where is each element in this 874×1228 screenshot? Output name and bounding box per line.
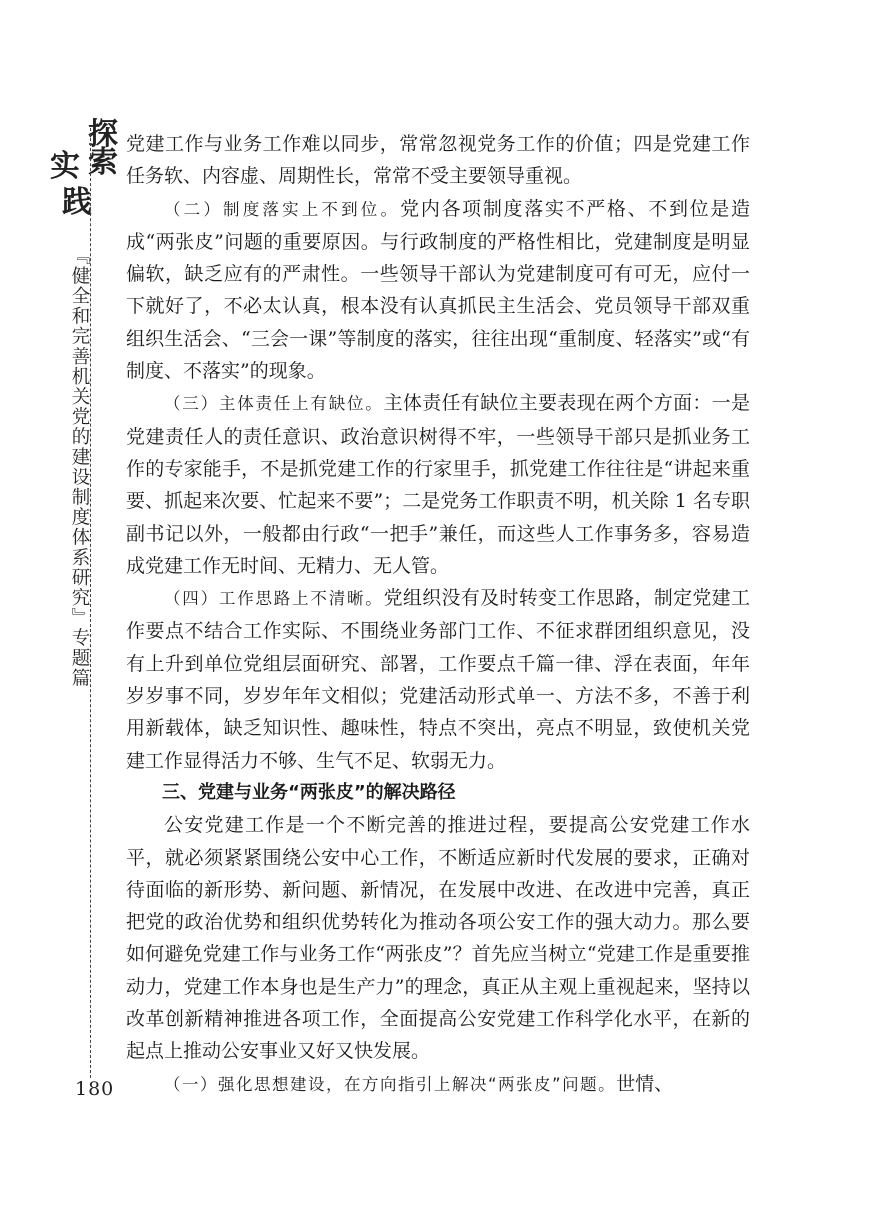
logo-calligraphy xyxy=(50,117,120,230)
paragraph-body: 世情、 xyxy=(616,1072,674,1095)
paragraph-body: 党组织没有及时转变工作思路，制定党建工作要点不结合工作实际、不围绕业务部门工作、不征求群团组织意见，没有上升到单位党组层面研究、部署，工作要点千篇一律、浮在表面，年年岁岁事不同，岁岁年年文相似；党建活动形式单一、方法不多，不善于利用新载体，缺乏知识性、趣味性，特点不突出，亮点不明显，致使机关党建工作显得活力不够、生气不足、软弱无力。 xyxy=(126,587,750,772)
vertical-section-title: 『健全和完善机关党的建设制度体系研究』专题篇 xyxy=(69,246,90,689)
section-heading: 三、党建与业务“两张皮”的解决路径 xyxy=(162,781,456,803)
logo-char: 践 xyxy=(62,185,92,220)
sidebar xyxy=(40,118,120,1103)
paragraph-lead: （一）强化思想建设，在方向指引上解决“两张皮”问题。 xyxy=(164,1074,617,1094)
logo-char: 实 xyxy=(50,149,80,184)
paragraph-body: 党内各项制度落实不严格、不到位是造成“两张皮”问题的重要原因。与行政制度的严格性相比，党建制度是明显偏软，缺乏应有的严肃性。一些领导干部认为党建制度可有可无，应付一下就好了，不必太认真，根本没有认真抓民主生活会、党员领导干部双重组织生活会、“三会一课”等制度的落实，往往出现“重制度、轻落实”或“有制度、不落实”的现象。 xyxy=(126,197,750,383)
dashed-divider xyxy=(90,128,91,1078)
paragraph xyxy=(126,193,750,388)
paragraph-lead: （三）主体责任上有缺位。 xyxy=(164,394,384,414)
paragraph xyxy=(126,1068,750,1101)
paragraph-lead: （四）工作思路上不清晰。 xyxy=(164,589,384,609)
paragraph: 党建工作与业务工作难以同步，常常忽视党务工作的价值；四是党建工作任务软、内容虚、周期性长，常常不受主要领导重视。 xyxy=(126,133,750,188)
body-text xyxy=(126,128,750,1101)
paragraph-body: 主体责任有缺位主要表现在两个方面：一是党建责任人的责任意识、政治意识树得不牢，一些领导干部只是抓业务工作的专家能手，不是抓党建工作的行家里手，抓党建工作往往是“讲起来重要、抓起来次要、忙起来不要”；二是党务工作职责不明，机关除 1 名专职副书记以外，一般都由行政“一把手”兼任，而这些人工作事务多，容易造成党建工作无时间、无精力、无人管。 xyxy=(126,392,750,577)
paragraph xyxy=(126,387,750,582)
page-number: 180 xyxy=(75,1078,115,1100)
paragraph: 公安党建工作是一个不断完善的推进过程，要提高公安党建工作水平，就必须紧紧围绕公安中心工作，不断适应新时代发展的要求，正确对待面临的新形势、新问题、新情况，在发展中改进、在改进中完善，真正把党的政治优势和组织优势转化为推动各项公安工作的强大动力。那么要如何避免党建工作与业务工作“两张皮”？首先应当树立“党建工作是重要推动力，党建工作本身也是生产力”的理念，真正从主观上重视起来，坚持以改革创新精神推进各项工作，全面提高公安党建工作科学化水平，在新的起点上推动公安事业又好又快发展。 xyxy=(126,814,750,1063)
paragraph-lead: （二）制度落实上不到位。 xyxy=(164,199,401,219)
logo-char: 索 xyxy=(88,145,118,180)
logo-char: 探 xyxy=(88,117,118,152)
paragraph xyxy=(126,582,750,777)
